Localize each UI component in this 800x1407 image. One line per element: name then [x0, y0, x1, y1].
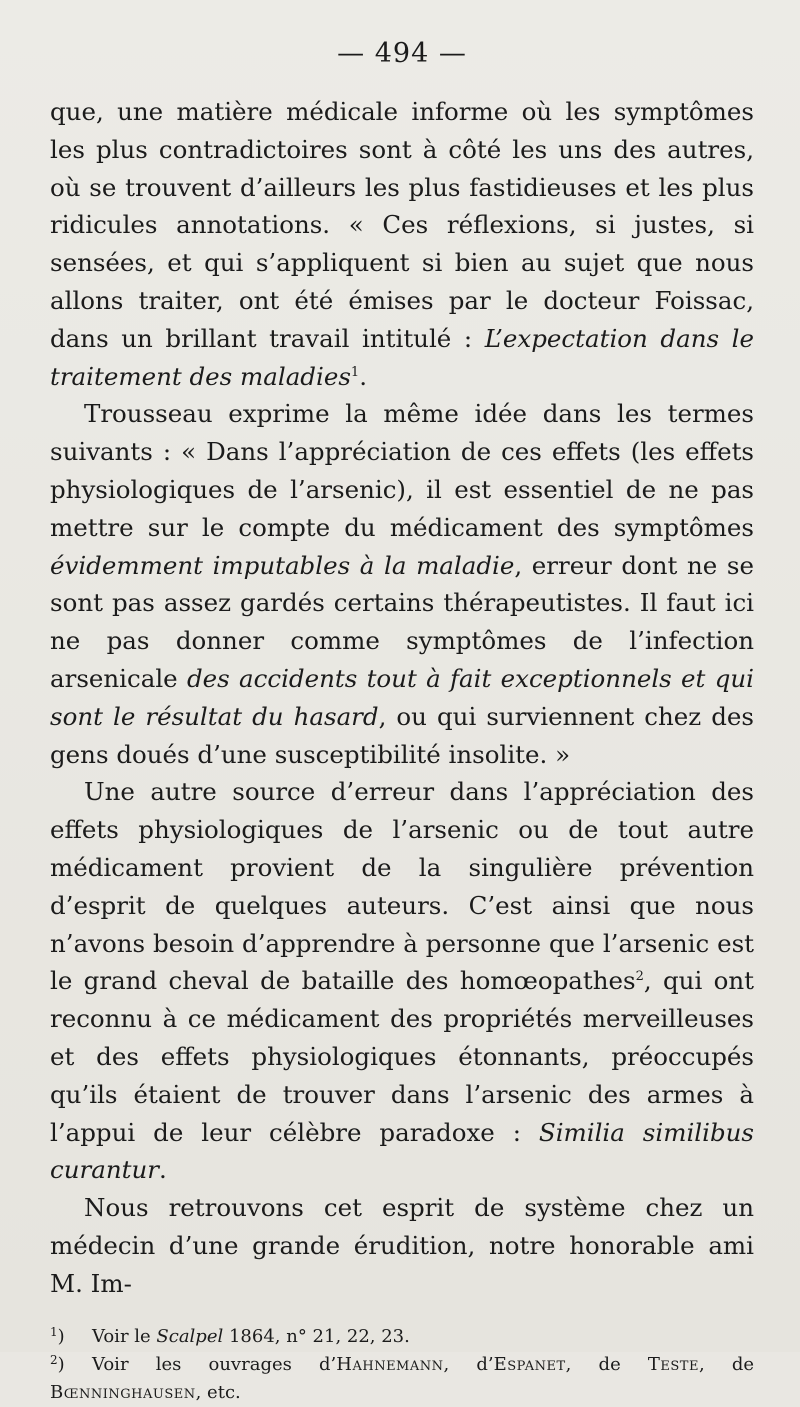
paragraph-p2	[50, 395, 754, 773]
italic-text: L’expectation dans le traitement des maladies	[50, 323, 754, 391]
text-run: Trousseau exprime la même idée dans les termes suivants : « Dans l’appréciation de ces effets (les effets physiologiques de l’arsenic), il est essentiel de ne pas mettre sur le compte du médicament des symptômes	[50, 399, 754, 542]
body-text	[50, 93, 754, 1303]
page-number: — 494 —	[337, 38, 467, 69]
text-run: , de	[565, 1353, 648, 1375]
text-run: Voir le	[92, 1325, 157, 1347]
author-name: Bœnninghausen	[50, 1381, 196, 1403]
footnote-1	[50, 1323, 754, 1351]
author-name: Hahnemann	[336, 1353, 444, 1375]
author-name: Teste	[647, 1353, 699, 1375]
text-run: , etc.	[195, 1381, 241, 1403]
text-run: que, une matière médicale informe où les symptômes les plus contradictoires sont à côté les uns des autres, où se trouvent d’ailleurs les plus fastidieuses et les plus ridicules annotations. « Ces réflexions, si justes, si sensées, et qui s’appliquent si bien au sujet que nous allons traiter, ont été émises par le docteur Foissac, dans un brillant travail intitulé :	[50, 97, 754, 353]
text-run: Une autre source d’erreur dans l’appréciation des effets physiologiques de l’arsenic ou de tout autre médicament provient de la singulière prévention d’esprit de quelques auteurs. C’est ainsi que nous n’avons besoin d’apprendre à personne que l’arsenic est le grand cheval de bataille des homœopathes	[50, 777, 754, 996]
paragraph-p1	[50, 93, 754, 395]
author-name: Espanet	[493, 1353, 566, 1375]
footnote-marker: $^1$)	[50, 1324, 65, 1347]
footnote-number: 1	[50, 1324, 58, 1339]
footnote-reference: 1	[350, 364, 360, 380]
footnote-number: 2	[50, 1352, 58, 1367]
paragraph-p3	[50, 773, 754, 1189]
text-run: , ou qui surviennent chez des gens doués d’une susceptibilité insolite. »	[50, 701, 754, 769]
text-run: .	[158, 1155, 167, 1185]
text-run: , d’	[443, 1353, 494, 1375]
text-run: , erreur dont ne se sont pas assez gardés certains thérapeutistes. Il faut ici ne pas donner comme symptômes de l’infection arsenicale	[50, 550, 754, 693]
italic-text: Similia similibus curantur	[50, 1117, 754, 1185]
italic-text: des accidents tout à fait exceptionnels et qui sont le résultat du hasard	[50, 663, 754, 731]
italic-text: Scalpel	[156, 1325, 224, 1347]
text-run: Nous retrouvons cet esprit de système chez un médecin d’une grande érudition, notre honorable ami M. Im-	[50, 1193, 754, 1298]
text-run: Voir les ouvrages d’	[92, 1353, 337, 1375]
footnote-reference: 2	[635, 969, 644, 985]
text-run: .	[359, 361, 367, 391]
italic-text: évidemment imputables à la maladie	[50, 550, 515, 580]
footnote-marker: $^2$)	[50, 1352, 65, 1375]
paragraph-p4	[50, 1189, 754, 1302]
text-run: 1864, n° 21, 22, 23.	[223, 1325, 410, 1347]
text-run: , qui ont reconnu à ce médicament des propriétés merveilleuses et des effets physiologiques étonnants, préoccupés qu’ils étaient de trouver dans l’arsenic des armes à l’appui de leur célèbre paradoxe :	[50, 966, 754, 1147]
footnote-2	[50, 1351, 754, 1407]
footnotes	[50, 1323, 754, 1407]
text-run: , de	[698, 1353, 755, 1375]
